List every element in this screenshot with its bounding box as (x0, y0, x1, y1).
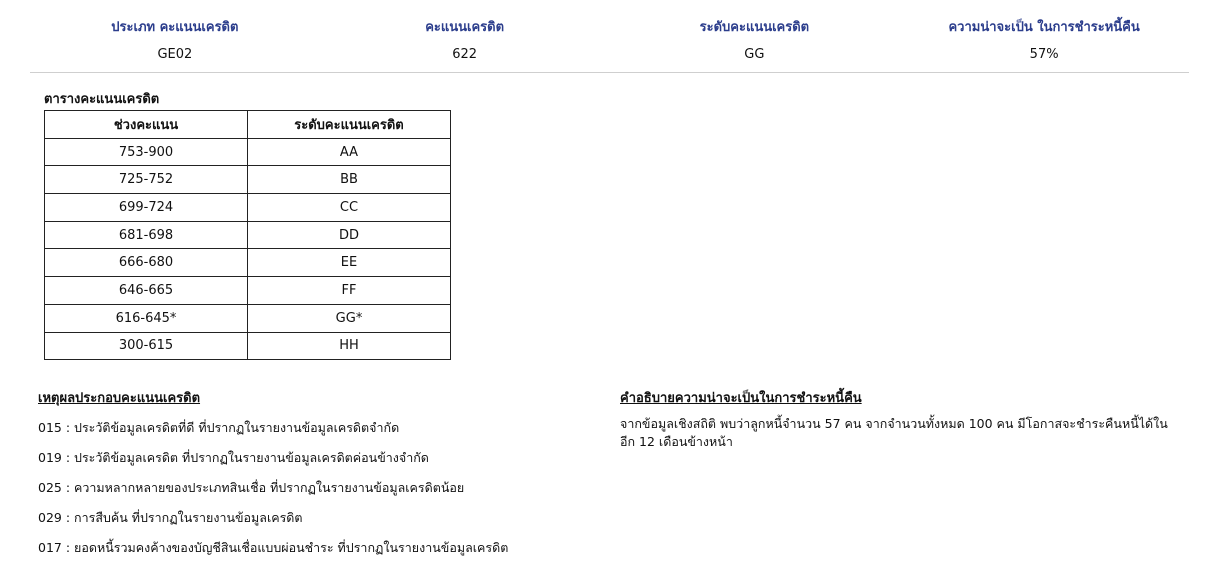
score-grade-cell: FF (248, 277, 451, 305)
score-range-cell: 646-665 (45, 277, 248, 305)
table-row (45, 332, 451, 360)
score-range-cell: 616-645* (45, 304, 248, 332)
score-grade-cell: AA (248, 138, 451, 166)
summary-value-row (30, 42, 1189, 68)
table-row (45, 304, 451, 332)
score-table-title: ตารางคะแนนเครดิต (44, 92, 160, 107)
score-table-header-row (45, 111, 451, 139)
score-table (44, 110, 451, 360)
table-row (45, 249, 451, 277)
table-row (45, 166, 451, 194)
list-item: 015 : ประวัติข้อมูลเครดิตที่ดี ที่ปรากฏในรายงานข้อมูลเครดิตจำกัด (38, 420, 400, 435)
summary-header-score-type: ประเภท คะแนนเครดิต (111, 20, 239, 35)
score-range-cell: 666-680 (45, 249, 248, 277)
table-row (45, 194, 451, 222)
list-item: 025 : ความหลากหลายของประเภทสินเชื่อ ที่ปรากฏในรายงานข้อมูลเครดิตน้อย (38, 480, 465, 495)
summary-value-probability: 57% (1029, 47, 1059, 62)
reasons-list (38, 413, 608, 563)
reasons-title: เหตุผลประกอบคะแนนเครดิต (38, 391, 201, 406)
score-range-cell: 681-698 (45, 221, 248, 249)
score-table-header-grade: ระดับคะแนนเครดิต (248, 111, 451, 139)
table-row (45, 221, 451, 249)
summary-value-score: 622 (452, 47, 478, 62)
score-range-cell: 699-724 (45, 194, 248, 222)
summary-value-score-type: GE02 (157, 47, 193, 62)
table-row (45, 277, 451, 305)
summary-header-grade: ระดับคะแนนเครดิต (699, 20, 810, 35)
summary-value-grade: GG (744, 47, 765, 62)
score-summary (30, 14, 1189, 73)
score-range-cell: 753-900 (45, 138, 248, 166)
score-table-header-range: ช่วงคะแนน (45, 111, 248, 139)
list-item: 017 : ยอดหนี้รวมคงค้างของบัญชีสินเชื่อแบบผ่อนชำระ ที่ปรากฏในรายงานข้อมูลเครดิต (38, 540, 509, 555)
score-range-cell: 300-615 (45, 332, 248, 360)
explanation-text: จากข้อมูลเชิงสถิติ พบว่าลูกหนี้จำนวน 57 คน จากจำนวนทั้งหมด 100 คน มีโอกาสจะชำระคืนหนี้ได้ในอีก 12 เดือนข้างหน้า (620, 416, 1168, 449)
explanation-title: คำอธิบายความน่าจะเป็นในการชำระหนี้คืน (620, 391, 862, 406)
summary-header-score: คะแนนเครดิต (425, 20, 505, 35)
summary-header-probability: ความน่าจะเป็น ในการชำระหนี้คืน (948, 20, 1140, 35)
score-grade-cell: DD (248, 221, 451, 249)
score-grade-cell: CC (248, 194, 451, 222)
list-item: 019 : ประวัติข้อมูลเครดิต ที่ปรากฏในรายงานข้อมูลเครดิตค่อนข้างจำกัด (38, 450, 429, 465)
score-range-cell: 725-752 (45, 166, 248, 194)
score-grade-cell: GG* (248, 304, 451, 332)
list-item: 029 : การสืบค้น ที่ปรากฏในรายงานข้อมูลเครดิต (38, 510, 303, 525)
score-grade-cell: HH (248, 332, 451, 360)
score-grade-cell: BB (248, 166, 451, 194)
score-grade-cell: EE (248, 249, 451, 277)
summary-header-row (30, 14, 1189, 42)
table-row (45, 138, 451, 166)
